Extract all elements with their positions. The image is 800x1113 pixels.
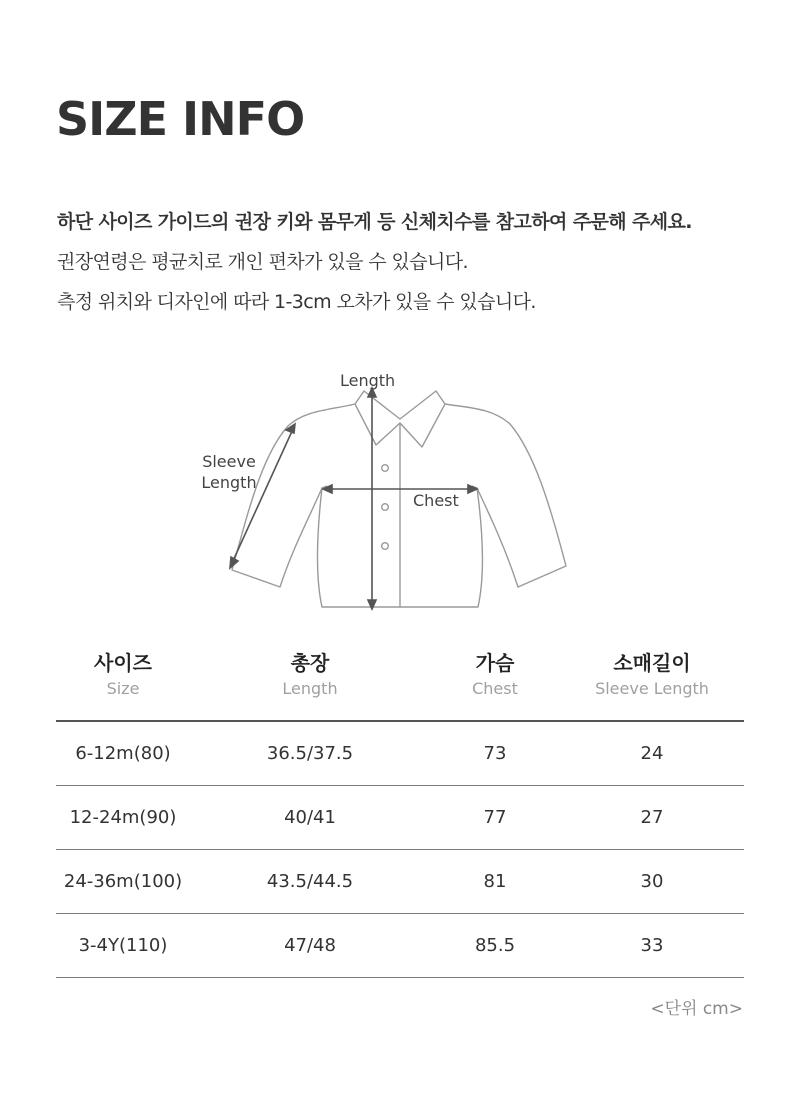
cell-sleeve-length: 24 <box>640 743 664 764</box>
table-row <box>56 721 744 786</box>
header-size-ko: 사이즈 <box>94 651 152 675</box>
header-length <box>190 642 430 721</box>
garment-measurement-diagram <box>0 360 800 630</box>
cell-chest: 77 <box>483 807 507 828</box>
header-chest <box>430 642 560 721</box>
cell-length: 36.5/37.5 <box>266 743 354 764</box>
table-row <box>56 914 744 978</box>
size-table <box>56 642 744 978</box>
size-notes <box>57 202 692 322</box>
sleeve-label-line2: Length <box>201 473 257 492</box>
cell-size: 6-12m(80) <box>75 743 171 764</box>
cell-chest: 85.5 <box>474 935 516 956</box>
table-header-row <box>56 642 744 721</box>
chest-label: Chest <box>413 491 459 510</box>
header-length-en: Length <box>282 679 338 698</box>
table-row <box>56 786 744 850</box>
cell-length: 47/48 <box>284 935 336 956</box>
length-label: Length <box>340 371 396 390</box>
unit-label: <단위 cm> <box>650 999 743 1019</box>
header-sleeve-ko: 소매길이 <box>613 651 691 675</box>
cell-chest: 81 <box>483 871 507 892</box>
cell-size: 24-36m(100) <box>63 871 183 892</box>
header-sleeve-en: Sleeve Length <box>595 679 709 698</box>
cell-chest: 73 <box>483 743 507 764</box>
header-size-en: Size <box>106 679 140 698</box>
table-row <box>56 850 744 914</box>
sleeve-length-label <box>198 451 260 493</box>
cell-length: 40/41 <box>284 807 336 828</box>
cell-sleeve-length: 27 <box>640 807 664 828</box>
page-title: SIZE INFO <box>56 92 305 146</box>
cell-sleeve-length: 30 <box>640 871 664 892</box>
header-length-ko: 총장 <box>290 651 330 675</box>
cell-length: 43.5/44.5 <box>266 871 354 892</box>
sleeve-label-line1: Sleeve <box>202 452 256 471</box>
note-order-guide: 하단 사이즈 가이드의 권장 키와 몸무게 등 신체치수를 참고하여 주문해 주세요. <box>57 211 692 233</box>
cell-size: 3-4Y(110) <box>78 935 168 956</box>
header-chest-ko: 가슴 <box>475 651 515 675</box>
header-sleeve-length <box>560 642 744 721</box>
note-measurement-error: 측정 위치와 디자인에 따라 1-3cm 오차가 있을 수 있습니다. <box>57 291 536 313</box>
cell-sleeve-length: 33 <box>640 935 664 956</box>
note-age-deviation: 권장연령은 평균치로 개인 편차가 있을 수 있습니다. <box>57 251 468 273</box>
header-size <box>56 642 190 721</box>
header-chest-en: Chest <box>472 679 518 698</box>
cell-size: 12-24m(90) <box>69 807 177 828</box>
shirt-illustration <box>0 360 800 630</box>
